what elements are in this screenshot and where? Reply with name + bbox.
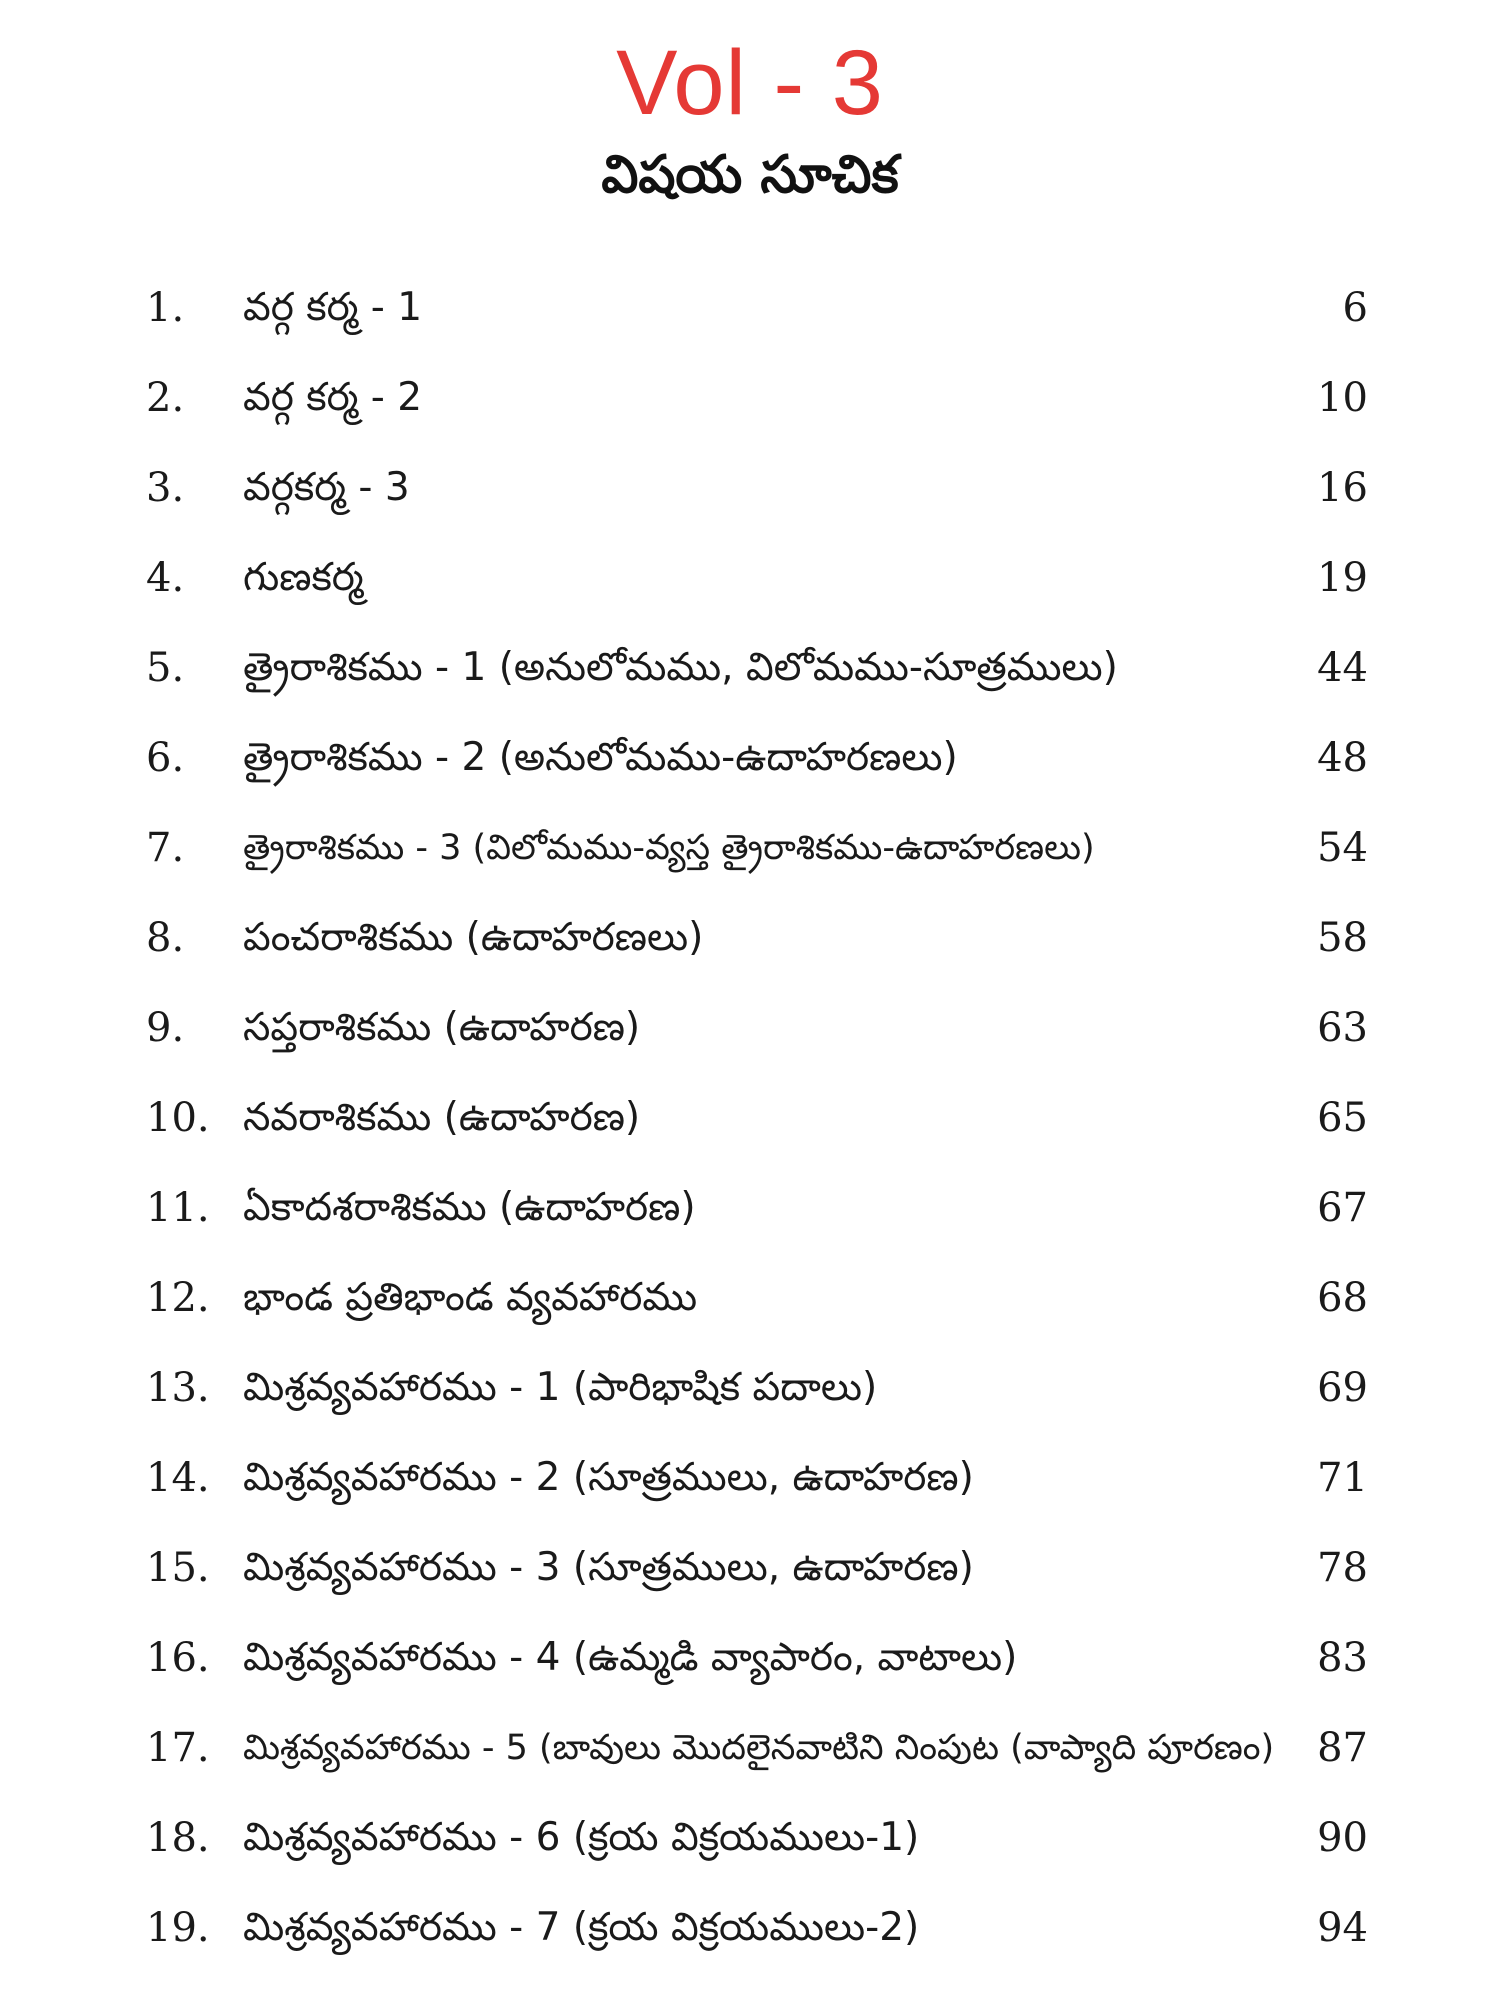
toc-entry <box>0 1078 1500 1168</box>
toc-entry-page: 63 <box>1317 1005 1368 1051</box>
toc-entry-title: ఏకాదశరాశికము (ఉదాహరణ) <box>243 1185 696 1230</box>
toc-entry-page: 94 <box>1317 1905 1368 1951</box>
volume-title: Vol - 3 <box>616 32 884 134</box>
toc-entry-number: 4. <box>146 555 185 601</box>
toc-entry-number: 7. <box>146 825 185 871</box>
toc-entry <box>0 898 1500 988</box>
toc-entry-title: భాండ ప్రతిభాండ వ్యవహారము <box>243 1275 698 1320</box>
toc-entry-title: మిశ్రవ్యవహారము - 7 (క్రయ విక్రయములు-2) <box>243 1905 920 1950</box>
toc-entry-number: 9. <box>146 1005 185 1051</box>
toc-entry-page: 68 <box>1317 1275 1368 1321</box>
toc-entry-number: 8. <box>146 915 185 961</box>
toc-entry <box>0 1798 1500 1888</box>
toc-entry-page: 54 <box>1317 825 1368 871</box>
toc-entry-page: 10 <box>1317 375 1368 421</box>
table-of-contents <box>0 268 1500 1978</box>
toc-entry-page: 78 <box>1317 1545 1368 1591</box>
toc-entry <box>0 1258 1500 1348</box>
toc-entry-title: మిశ్రవ్యవహారము - 3 (సూత్రములు, ఉదాహరణ) <box>243 1545 974 1590</box>
toc-entry-page: 44 <box>1317 645 1368 691</box>
toc-entry-title: త్రైరాశికము - 3 (విలోమము-వ్యస్త త్రైరాశికము-ఉదాహరణలు) <box>243 828 1095 868</box>
toc-entry-page: 67 <box>1317 1185 1368 1231</box>
toc-entry-number: 6. <box>146 735 185 781</box>
toc-entry-number: 1. <box>146 285 185 331</box>
toc-entry-title: గుణకర్మ <box>243 555 364 600</box>
toc-entry-title: వర్గ కర్మ - 1 <box>243 285 423 330</box>
toc-entry <box>0 1708 1500 1798</box>
toc-entry <box>0 448 1500 538</box>
toc-entry-number: 14. <box>146 1455 210 1501</box>
toc-entry-number: 16. <box>146 1635 210 1681</box>
toc-entry-number: 10. <box>146 1095 210 1141</box>
toc-entry-number: 12. <box>146 1275 210 1321</box>
toc-entry-title: మిశ్రవ్యవహారము - 5 (బావులు మొదలైనవాటిని నింపుట (వాప్యాది పూరణం) <box>243 1728 1275 1768</box>
toc-entry-title: మిశ్రవ్యవహారము - 2 (సూత్రములు, ఉదాహరణ) <box>243 1455 974 1500</box>
toc-entry-number: 13. <box>146 1365 210 1411</box>
toc-entry-page: 90 <box>1317 1815 1368 1861</box>
toc-entry <box>0 808 1500 898</box>
toc-entry-title: మిశ్రవ్యవహారము - 1 (పారిభాషిక పదాలు) <box>243 1365 878 1410</box>
toc-entry-page: 16 <box>1317 465 1368 511</box>
toc-entry <box>0 1528 1500 1618</box>
toc-entry-page: 83 <box>1317 1635 1368 1681</box>
toc-entry-number: 11. <box>146 1185 210 1231</box>
toc-entry-title: సప్తరాశికము (ఉదాహరణ) <box>243 1005 641 1050</box>
toc-entry <box>0 538 1500 628</box>
toc-entry-title: నవరాశికము (ఉదాహరణ) <box>243 1095 641 1140</box>
toc-entry-number: 3. <box>146 465 185 511</box>
toc-entry <box>0 1618 1500 1708</box>
toc-entry-page: 71 <box>1317 1455 1368 1501</box>
toc-entry-title: త్రైరాశికము - 2 (అనులోమము-ఉదాహరణలు) <box>243 735 958 780</box>
toc-entry <box>0 1888 1500 1978</box>
toc-entry-number: 18. <box>146 1815 210 1861</box>
toc-entry-number: 5. <box>146 645 185 691</box>
toc-entry-page: 48 <box>1317 735 1368 781</box>
toc-entry-title: వర్గకర్మ - 3 <box>243 465 410 510</box>
toc-entry <box>0 1168 1500 1258</box>
toc-entry-page: 58 <box>1317 915 1368 961</box>
toc-entry <box>0 358 1500 448</box>
toc-entry <box>0 628 1500 718</box>
toc-entry-number: 19. <box>146 1905 210 1951</box>
toc-entry-page: 65 <box>1317 1095 1368 1141</box>
toc-entry-number: 15. <box>146 1545 210 1591</box>
toc-entry-title: పంచరాశికము (ఉదాహరణలు) <box>243 915 704 960</box>
toc-entry-page: 87 <box>1317 1725 1368 1771</box>
toc-entry-number: 17. <box>146 1725 210 1771</box>
toc-entry-page: 6 <box>1342 285 1368 331</box>
toc-entry-title: వర్గ కర్మ - 2 <box>243 375 423 420</box>
toc-entry-title: మిశ్రవ్యవహారము - 6 (క్రయ విక్రయములు-1) <box>243 1815 920 1860</box>
toc-entry <box>0 988 1500 1078</box>
toc-heading: విషయ సూచిక <box>601 145 899 205</box>
toc-entry-page: 19 <box>1317 555 1368 601</box>
toc-entry <box>0 718 1500 808</box>
toc-entry-number: 2. <box>146 375 185 421</box>
toc-entry <box>0 1348 1500 1438</box>
toc-entry <box>0 1438 1500 1528</box>
toc-entry-title: మిశ్రవ్యవహారము - 4 (ఉమ్మడి వ్యాపారం, వాటాలు) <box>243 1635 1018 1680</box>
toc-entry-title: త్రైరాశికము - 1 (అనులోమము, విలోమము-సూత్రములు) <box>243 645 1118 690</box>
toc-entry <box>0 268 1500 358</box>
toc-entry-page: 69 <box>1317 1365 1368 1411</box>
